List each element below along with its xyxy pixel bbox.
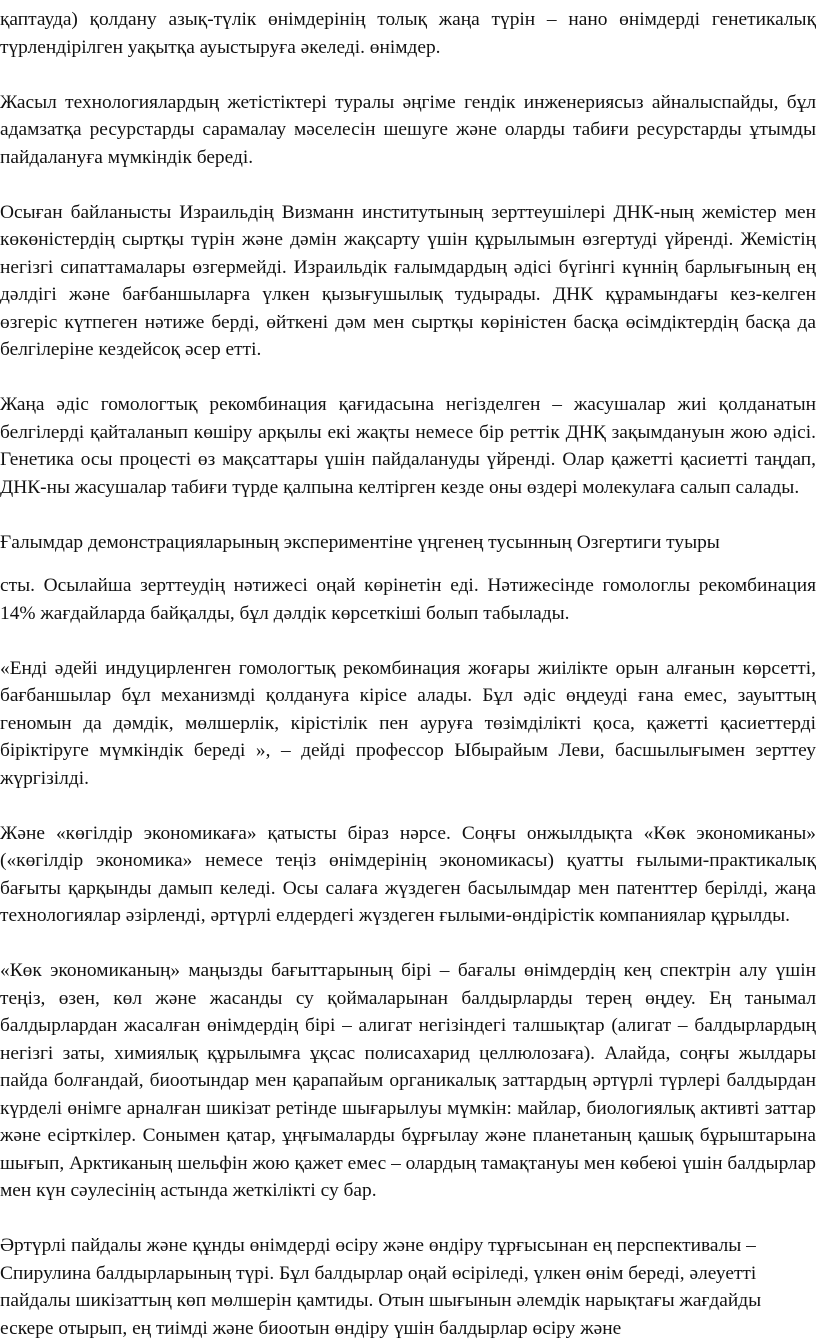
- paragraph-3: Осыған байланысты Израильдің Визманн институтының зерттеушілері ДНК-ның жемістер мен көкөністердің сыртқы түрін және дәмін жақсарту үшін құрылымын өзгертуді үйренді. Жемістің негізгі сипаттамалары өзгермейді. Израильдік ғалымдардың әдісі бүгінгі күннің барлығының ең дәлдігі және бағбаншыларға үлкен қызығушылық тудырады. ДНК құрамындағы кез-келген өзгеріс күтпеген нәтиже берді, өйткені дәм мен сыртқы көріністен басқа өсімдіктердің басқа да белгілеріне кездейсоқ әсер етті.: [0, 201, 816, 360]
- paragraph-10: Әртүрлі пайдалы және құнды өнімдерді өсіру және өндіру тұрғысынан ең перспективалы – Спирулина балдырларының түрі. Бұл балдырлар оңай өсіріледі, үлкен өнім береді, әлеуетті пайдалы шикізаттың көп мөлшерін қамтиды. Отын шығынын әлемдік нарықтағы жағдайды ескере отырып, ең тиімді және биоотын өндіру үшін балдырлар өсіру және: [0, 1235, 762, 1339]
- paragraph-7: «Енді әдейі индуцирленген гомологтық рекомбинация жоғары жиілікте орын алғанын көрсетті, бағбаншылар бұл механизмді қолдануға кірісе алады. Бұл әдіс өңдеуді ғана емес, зауыттың геномын да дәмдік, мөлшерлік, кірістілік пен ауруға төзімділікті қоса, қажетті қасиеттерді біріктіруге мүмкіндік береді », – дейді профессор Ыбырайым Леви, басшылығымен зерттеу жүргізілді.: [0, 657, 816, 789]
- paragraph-6: сты. Осылайша зерттеудің нәтижесі оңай көрінетін еді. Нәтижесінде гомологлы рекомбинация 14% жағдайларда байқалды, бұл дәлдік көрсеткіші болып табылады.: [0, 575, 816, 624]
- paragraph-9: «Көк экономиканың» маңызды бағыттарының бірі – бағалы өнімдердің кең спектрін алу үшін теңіз, өзен, көл және жасанды су қоймаларынан балдырларды терең өңдеу. Ең танымал балдырлардан жасалған өнімдердің бірі – алигат негізіндегі талшықтар (алигат – балдырлардың негізгі заты, химиялық құрылымға ұқсас полисахарид целлюлозаға). Алайда, соңғы жылдары пайда болғандай, биоотындар мен қарапайым органикалық заттардың әртүрлі түрлері балдырдан күрделі өнімге арналған шикізат ретінде шығарылуы мүмкін: майлар, биологиялық активті заттар және есірткілер. Сонымен қатар, ұңғымаларды бұрғылау және планетаның қашық бұрыштарына шығып, Арктиканың шельфін жою қажет емес – олардың тамақтануы мен көбеюі үшін балдырлар мен күн сәулесінің астында жеткілікті су бар.: [0, 960, 816, 1201]
- paragraph-5: Ғалымдар демонстрацияларының экспериментіне үңгенең тусынның Озгертиги туыры: [0, 531, 720, 553]
- paragraph-4: Жаңа әдіс гомологтық рекомбинация қағидасына негізделген – жасушалар жиі қолданатын белгілерді қайталанып көшіру арқылы екі жақты немесе бір реттік ДНҚ зақымдануын жою әдісі. Генетика осы процесті өз мақсаттары үшін пайдалануды үйренді. Олар қажетті қасиетті таңдап, ДНК-ны жасушалар табиғи түрде қалпына келтірген кезде оны өздері молекулаға салып салады.: [0, 394, 816, 498]
- paragraph-1: қаптауда) қолдану азық-түлік өнімдерінің толық жаңа түрін – нано өнімдерді генетикалық түрлендірілген уақытқа ауыстыруға әкеледі. өнімдер.: [0, 9, 816, 58]
- paragraph-gap: [0, 556, 816, 572]
- paragraph-8: Және «көгілдір экономикаға» қатысты біраз нәрсе. Соңғы онжылдықта «Көк экономиканы» («көгілдір экономика» немесе теңіз өнімдерінің экономикасы) қуатты ғылыми-практикалық бағыты қарқынды дамып келеді. Осы салаға жүздеген басылымдар мен патенттер берілді, жаңа технологиялар әзірленді, әртүрлі елдердегі жүздеген ғылыми-өндірістік компаниялар құрылды.: [0, 822, 816, 926]
- paragraph-2: Жасыл технологиялардың жетістіктері туралы әңгіме гендік инженериясыз айналыспайды, бұл адамзатқа ресурстарды сарамалау мәселесін шешуге және оларды табиғи ресурстарды ұтымды пайдалануға мүмкіндік береді.: [0, 91, 816, 168]
